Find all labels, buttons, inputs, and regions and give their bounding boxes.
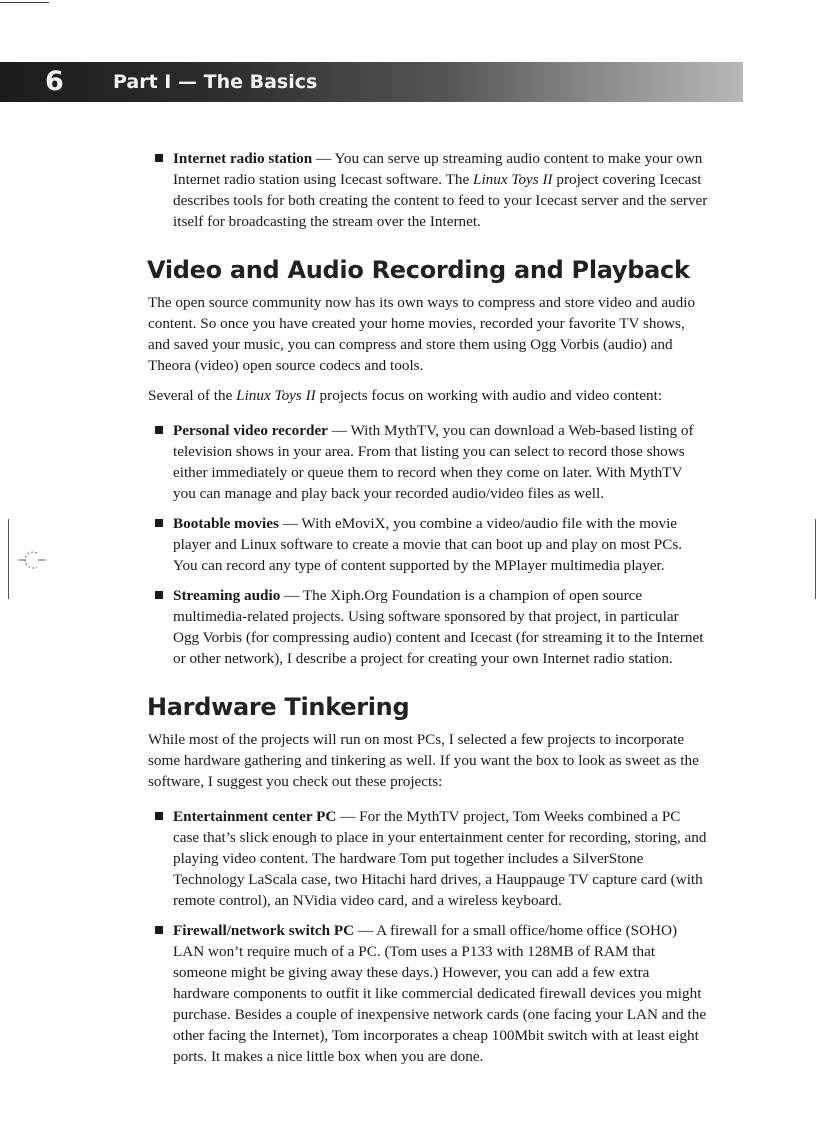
bullet-separator: — [312,150,335,167]
bullet-separator: — [280,587,303,604]
bullet-text: A firewall for a small office/home office (SOHO) LAN won’t require much of a PC. (Tom uses a P133 with 128MB of RAM that someone might be giving away these days.) However, you can add a few extra hardware components to outfit it like commercial dedicated firewall devices you might purchase. Besides a couple of inexpensive network cards (one facing your LAN and the other facing the Internet), Tom incorporates a cheap 100Mbit switch with at least eight ports. It makes a nice little box when you are done. [173,922,707,1065]
bullet-square-icon [155,591,163,599]
section-heading-video: Video and Audio Recording and Playback [147,256,690,284]
book-title: Linux Toys II [473,171,553,188]
bullet-text-continued: project covering Icecast describes tools for both creating the content to feed to your Icecast server and the server itself for broadcasting the stream over the Internet. [173,171,708,230]
paragraph [148,385,708,406]
corner-crop-line [0,2,49,3]
bullet-term: Bootable movies [173,515,279,532]
bullet-separator: — [354,922,377,939]
paragraph-text: Several of the [148,387,237,404]
bullet-term: Streaming audio [173,587,281,604]
part-title: Part I — The Basics [113,71,318,93]
list-item [148,420,708,504]
list-item [148,920,708,1067]
bullet-square-icon [155,426,163,434]
bullet-text: For the MythTV project, Tom Weeks combined a PC case that’s slick enough to place in your entertainment center for recording, storing, and playing video content. The hardware Tom put together includes a SilverStone Technology LaScala case, two Hitachi hard drives, a Hauppauge TV capture card (with remote control), an NVidia video card, and a wireless keyboard. [173,808,707,909]
bullet-separator: — [336,808,360,825]
video-bullet-list [148,420,708,669]
bullet-square-icon [155,154,163,162]
list-item [148,806,708,911]
bullet-text: With MythTV, you can download a Web-based listing of television shows in your area. From that listing you can select to record those shows either immediately or queue them to record when they come on later. With MythTV you can manage and play back your recorded audio/video files as well. [173,422,694,502]
bullet-term: Internet radio station [173,150,313,167]
bullet-text: You can serve up streaming audio content to make your own Internet radio station using Icecast software. The [173,150,703,188]
bullet-term: Firewall/network switch PC [173,922,355,939]
bullet-text: With eMoviX, you combine a video/audio file with the movie player and Linux software to create a movie that can boot up and play on most PCs. You can record any type of content supported by the MPlayer multimedia player. [173,515,683,574]
bullet-square-icon [155,519,163,527]
paragraph-text: projects focus on working with audio and video content: [315,387,663,404]
bullet-separator: — [327,422,351,439]
page-body [148,148,708,1076]
registration-mark-icon [18,549,48,571]
list-item [148,148,708,232]
page-number: 6 [45,66,64,97]
bullet-term: Entertainment center PC [173,808,337,825]
list-item [148,585,708,669]
bullet-square-icon [155,812,163,820]
intro-bullet-list [148,148,708,232]
section-heading-hardware: Hardware Tinkering [147,693,410,721]
list-item [148,513,708,576]
bullet-separator: — [278,515,302,532]
bullet-term: Personal video recorder [173,422,328,439]
bullet-square-icon [155,926,163,934]
running-header [0,62,743,102]
book-title: Linux Toys II [236,387,316,404]
hardware-bullet-list [148,806,708,1067]
paragraph: While most of the projects will run on most PCs, I selected a few projects to incorporate some hardware gathering and tinkering as well. If you want the box to look as sweet as the software, I suggest you check out these projects: [148,731,699,790]
bullet-text: The Xiph.Org Foundation is a champion of open source multimedia-related projects. Using software sponsored by that project, in particular Ogg Vorbis (for compressing audio) content and Icecast (for streaming it to the Internet or other network), I describe a project for creating your own Internet radio station. [173,587,704,667]
left-margin-rule [8,519,9,599]
paragraph: The open source community now has its own ways to compress and store video and audio content. So once you have created your home movies, recorded your favorite TV shows, and saved your music, you can compress and store them using Ogg Vorbis (audio) and Theora (video) open source codecs and tools. [148,294,696,374]
